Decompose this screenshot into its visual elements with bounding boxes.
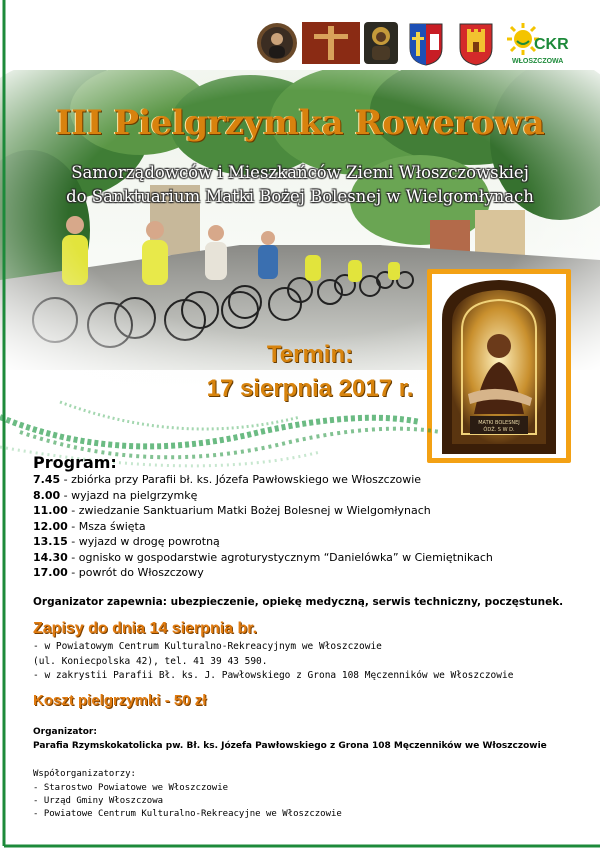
termin-date: 17 sierpnia 2017 r.	[206, 375, 414, 402]
program-text: - zwiedzanie Sanktuarium Matki Bożej Bolesnej w Wielgomłynach	[67, 504, 431, 517]
portrait-medallion-icon	[256, 22, 298, 64]
co-organizer-item: - Starostwo Powiatowe we Włoszczowie	[33, 783, 229, 793]
poster-subtitle	[0, 161, 600, 209]
program-title: Program:	[33, 453, 117, 472]
organizer-value: Parafia Rzymskokatolicka pw. Bł. ks. Józefa Pawłowskiego z Grona 108 Męczenników we Włoszczowie	[33, 741, 547, 751]
program-list	[33, 472, 593, 581]
organizer-provides-note: Organizator zapewnia: ubezpieczenie, opiekę medyczną, serwis techniczny, poczęstunek.	[33, 596, 564, 608]
registration-title: Zapisy do dnia 14 sierpnia br.	[33, 620, 258, 637]
registration-details	[33, 640, 593, 684]
program-item	[33, 534, 593, 550]
crucifix-icon	[302, 22, 360, 64]
termin-label: Termin:	[266, 341, 354, 368]
program-text: - wyjazd na pielgrzymkę	[60, 488, 198, 502]
program-time: 17.00	[33, 566, 68, 579]
program-time: 12.00	[33, 519, 68, 533]
program-item	[33, 503, 593, 519]
ckr-sun-logo	[506, 22, 576, 70]
program-text: - wyjazd w drogę powrotną	[67, 535, 220, 548]
madonna-icon	[364, 22, 398, 64]
program-item	[33, 519, 593, 535]
program-item	[33, 550, 593, 566]
subtitle-line-1: Samorządowców i Mieszkańców Ziemi Włoszczowskiej	[71, 163, 529, 182]
program-text: - powrót do Włoszczowy	[67, 566, 204, 579]
co-organizers-list	[33, 782, 342, 821]
co-organizer-item: - Urząd Gminy Włoszczowa	[33, 796, 164, 806]
header-logos	[248, 22, 578, 72]
program-time: 13.15	[33, 535, 68, 548]
ckr-text: CKR	[534, 36, 569, 53]
program-item	[33, 472, 593, 488]
ckr-subtext: WŁOSZCZOWA	[512, 58, 564, 65]
subtitle-line-2: do Sanktuarium Matki Bożej Bolesnej w Wielgomłynach	[66, 187, 534, 206]
registration-line: - w Powiatowym Centrum Kulturalno-Rekreacyjnym we Włoszczowie	[33, 641, 382, 652]
program-time: 11.00	[33, 504, 68, 517]
cost-heading: Koszt pielgrzymki - 50 zł	[33, 692, 207, 709]
registration-line: - w zakrystii Parafii Bł. ks. J. Pawłowskiego z Grona 108 Męczenników we Włoszczowie	[33, 670, 514, 681]
program-item	[33, 488, 593, 504]
co-organizers-label: Współorganizatorzy:	[33, 769, 136, 779]
co-organizer-item: - Powiatowe Centrum Kulturalno-Rekreacyjne we Włoszczowie	[33, 809, 342, 819]
program-item	[33, 565, 593, 581]
gmina-coat-of-arms-icon	[408, 22, 444, 66]
program-text: - zbiórka przy Parafii bł. ks. Józefa Pawłowskiego we Włoszczowie	[60, 473, 422, 486]
poster-title: III Pielgrzymka Rowerowa	[55, 103, 545, 143]
program-text: - Msza święta	[67, 519, 146, 533]
program-text: - ognisko w gospodarstwie agroturystycznym “Danielówka” w Ciemiętnikach	[67, 550, 493, 564]
organizer-label: Organizator:	[33, 727, 97, 737]
registration-line: (ul. Koniecpolska 42), tel. 41 39 43 590.	[33, 655, 268, 667]
powiat-coat-of-arms-icon	[458, 22, 494, 66]
program-time: 14.30	[33, 550, 68, 564]
icon-caption-line-1: MATKI BOLESNEJ	[478, 420, 520, 426]
icon-caption-line-2: ÓDŹ. S W D.	[483, 427, 515, 433]
program-time: 8.00	[33, 488, 61, 502]
program-time: 7.45	[33, 473, 61, 486]
